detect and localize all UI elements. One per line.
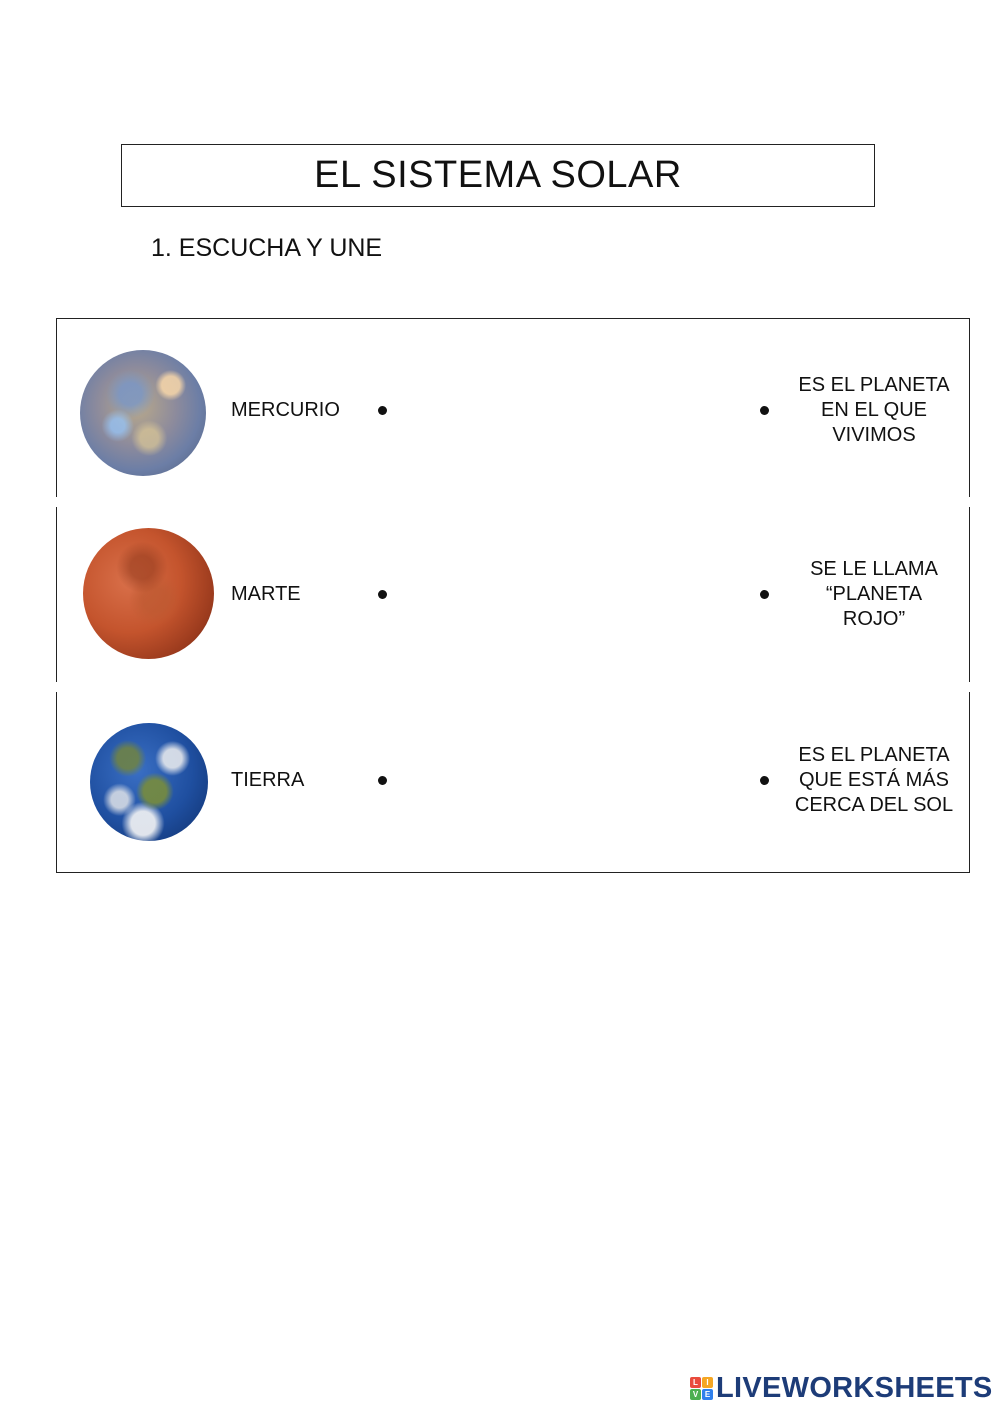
row-separator xyxy=(969,682,971,692)
worksheet-title-box xyxy=(121,144,875,207)
exercise-instruction: 1. ESCUCHA Y UNE xyxy=(151,234,383,262)
worksheet-title: EL SISTEMA SOLAR xyxy=(314,154,682,196)
planet-name-marte: MARTE xyxy=(231,583,301,605)
description-2 xyxy=(779,557,969,632)
match-dot-right[interactable] xyxy=(760,406,769,415)
description-line: QUE ESTÁ MÁS xyxy=(798,769,950,791)
earth-planet-icon xyxy=(90,723,208,841)
match-dot-left[interactable] xyxy=(378,776,387,785)
matching-table xyxy=(56,318,970,873)
description-line: CERCA DEL SOL xyxy=(794,794,954,816)
planet-name-tierra: TIERRA xyxy=(231,769,305,791)
match-row-marte xyxy=(57,504,969,689)
mars-planet-icon xyxy=(83,528,214,659)
logo-letter: E xyxy=(702,1389,713,1400)
description-line: EN EL QUE xyxy=(821,399,927,421)
row-separator xyxy=(969,497,971,507)
description-line: ES EL PLANETA xyxy=(798,374,950,396)
description-line: VIVIMOS xyxy=(832,424,916,446)
liveworksheets-brand xyxy=(690,1372,993,1405)
match-row-tierra xyxy=(57,689,969,874)
description-line: “PLANETA xyxy=(825,583,923,605)
liveworksheets-logo-icon xyxy=(690,1377,713,1400)
match-dot-right[interactable] xyxy=(760,776,769,785)
description-3 xyxy=(779,743,969,818)
match-row-mercurio xyxy=(57,319,969,504)
description-line: SE LE LLAMA xyxy=(810,558,938,580)
mercury-planet-icon xyxy=(80,350,206,476)
match-dot-left[interactable] xyxy=(378,406,387,415)
logo-letter: V xyxy=(690,1389,701,1400)
logo-letter: L xyxy=(690,1377,701,1388)
brand-name: LIVEWORKSHEETS xyxy=(716,1372,993,1404)
planet-name-mercurio: MERCURIO xyxy=(231,399,340,421)
description-line: ES EL PLANETA xyxy=(798,744,950,766)
match-dot-left[interactable] xyxy=(378,590,387,599)
description-line: ROJO” xyxy=(842,608,906,630)
match-dot-right[interactable] xyxy=(760,590,769,599)
description-1 xyxy=(779,373,969,448)
logo-letter: I xyxy=(702,1377,713,1388)
